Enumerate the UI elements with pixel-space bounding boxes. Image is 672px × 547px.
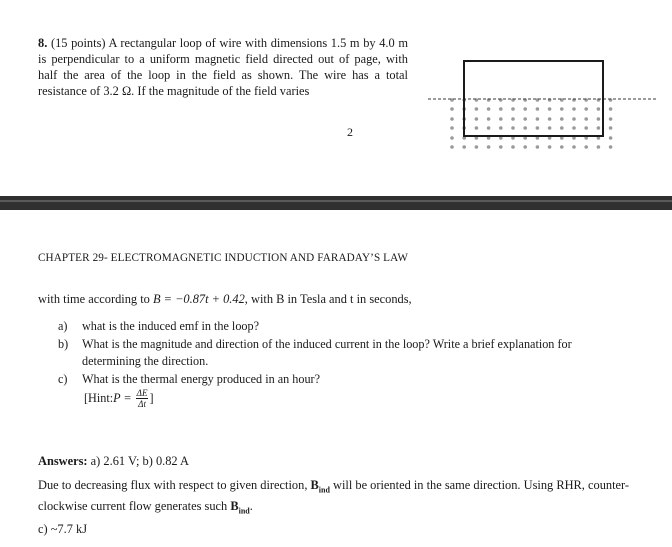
field-dot [487,107,491,111]
hint [84,388,154,409]
magnetic-field-dots [450,98,612,149]
field-dot [499,117,503,121]
question-label: b) [58,336,69,351]
field-dot [548,145,552,149]
direction-part1: Due to decreasing flux with respect to given direction, [38,478,311,492]
field-dot [560,117,564,121]
b-ind-symbol: B [230,499,239,514]
field-dot [499,145,503,149]
field-dot [536,126,540,130]
field-dot [584,126,588,130]
continuation-before: with time according to [38,292,153,306]
field-dot [597,126,601,130]
field-dot [450,126,454,130]
field-dot [475,145,479,149]
field-dot [511,117,515,121]
problem-statement: A rectangular loop of wire with dimensions 1.5 m by 4.0 m is perpendicular to a uniform magnetic field directed out of page, with half the area of the loop in the field as shown. The wire has a total resistance of 3.2 Ω. If the magnitude of the field varies [38,36,408,98]
page-number: 2 [347,125,353,139]
field-dot [597,107,601,111]
field-dot [523,126,527,130]
hint-prefix: [Hint: [84,391,114,405]
field-dot [560,145,564,149]
answers-ab: a) 2.61 V; b) 0.82 A [90,454,189,468]
continuation-text [38,292,412,307]
question-text: what is the induced emf in the loop? [82,319,260,333]
question-item [58,318,633,336]
direction-explanation [38,477,638,520]
field-dot [511,145,515,149]
field-dot [572,117,576,121]
hint-lhs: P = [113,391,132,405]
b-ind-subscript: ind [238,506,250,516]
field-dot [609,117,613,121]
field-dot [572,107,576,111]
field-dot [560,126,564,130]
field-dot [572,126,576,130]
page-separator [0,196,672,210]
field-dot [450,107,454,111]
answers-label: Answers: [38,454,88,468]
field-dot [523,145,527,149]
field-dot [609,107,613,111]
field-dot [609,136,613,140]
answers-line [38,454,189,469]
field-dot [487,126,491,130]
problem-number: 8. [38,36,48,50]
question-item [58,336,633,371]
field-dot [511,126,515,130]
hint-fraction [136,388,149,409]
field-dot [475,117,479,121]
question-label: a) [58,319,68,333]
field-dot [536,107,540,111]
field-dot [597,145,601,149]
field-dot [572,145,576,149]
answer-c: c) ~7.7 kJ [38,522,88,536]
direction-part2: will be oriented in the same direction. Using RHR, counter-clockwise current flow generates such [38,478,630,514]
field-dot [584,117,588,121]
continuation-after: , with B in Tesla and t in seconds, [244,292,412,306]
field-equation: B = −0.87t + 0.42 [152,292,245,306]
field-dot [548,126,552,130]
question-text: What is the thermal energy produced in an hour? [82,371,321,386]
hint-suffix: ] [149,391,154,405]
field-dot [499,126,503,130]
field-dot [584,107,588,111]
field-dot [462,145,466,149]
field-dot [487,117,491,121]
field-dot [548,107,552,111]
b-ind-symbol: B [310,478,319,492]
field-dot [499,107,503,111]
loop-field-figure [0,0,672,196]
field-dot [548,117,552,121]
field-dot [536,145,540,149]
field-dot [609,126,613,130]
page-1-fragment [0,0,672,196]
field-dot [609,145,613,149]
field-dot [450,145,454,149]
problem-points: (15 points) [50,36,106,50]
field-dot [523,117,527,121]
hint-denominator: Δt [138,399,146,409]
page-2 [0,210,672,547]
hint-numerator: ΔE [136,388,148,398]
field-dot [450,136,454,140]
field-dot [487,145,491,149]
field-dot [511,107,515,111]
field-dot [536,117,540,121]
field-dot [475,107,479,111]
field-dot [475,126,479,130]
field-dot [597,117,601,121]
direction-end: . [249,499,253,514]
field-dot [560,107,564,111]
chapter-header: CHAPTER 29- ELECTROMAGNETIC INDUCTION AND FARADAY’S LAW [38,252,409,264]
field-dot [523,107,527,111]
field-dot [584,145,588,149]
field-dot [450,117,454,121]
question-label: c) [58,371,68,386]
b-ind-subscript: ind [318,485,330,495]
question-item [58,371,633,389]
question-text: What is the magnitude and direction of the induced current in the loop? Write a brief explanation for determining the direction. [82,336,572,368]
question-list [58,318,633,388]
